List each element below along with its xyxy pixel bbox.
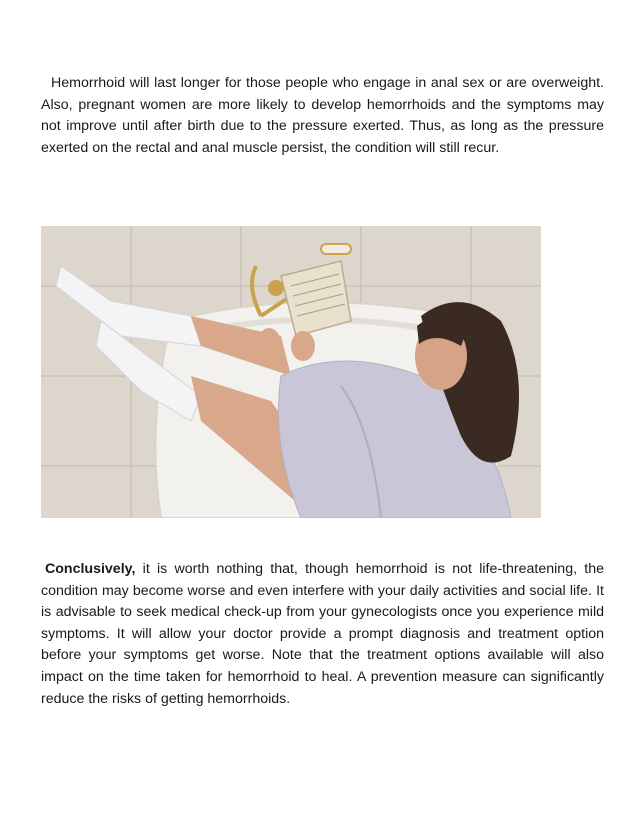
paragraph-intro: Hemorrhoid will last longer for those people who engage in anal sex or are overweight. Also, pregnant women are more likely to develop hemorrhoids and the symptoms may not improve until after birth due to the pressure exerted. Thus, as long as the pressure exerted on the rectal and anal muscle persist, the condition will still recur.	[41, 75, 604, 156]
conclusion-body: it is worth nothing that, though hemorrhoid is not life-threatening, the condition may become worse and even interfere with your daily activities and social life. It is advisable to seek medical check-up from your gynecologists once you experience mild symptoms. It will allow your doctor provide a prompt diagnosis and treatment option before your symptoms get worse. Note that the treatment options available will also impact on the time taken for hemorrhoid to heal. A prevention measure can significantly reduce the risks of getting hemorrhoids.	[41, 561, 604, 707]
paragraph-conclusion	[41, 559, 604, 710]
conclusion-lead: Conclusively,	[45, 561, 136, 577]
bathtub-photo	[41, 226, 541, 518]
